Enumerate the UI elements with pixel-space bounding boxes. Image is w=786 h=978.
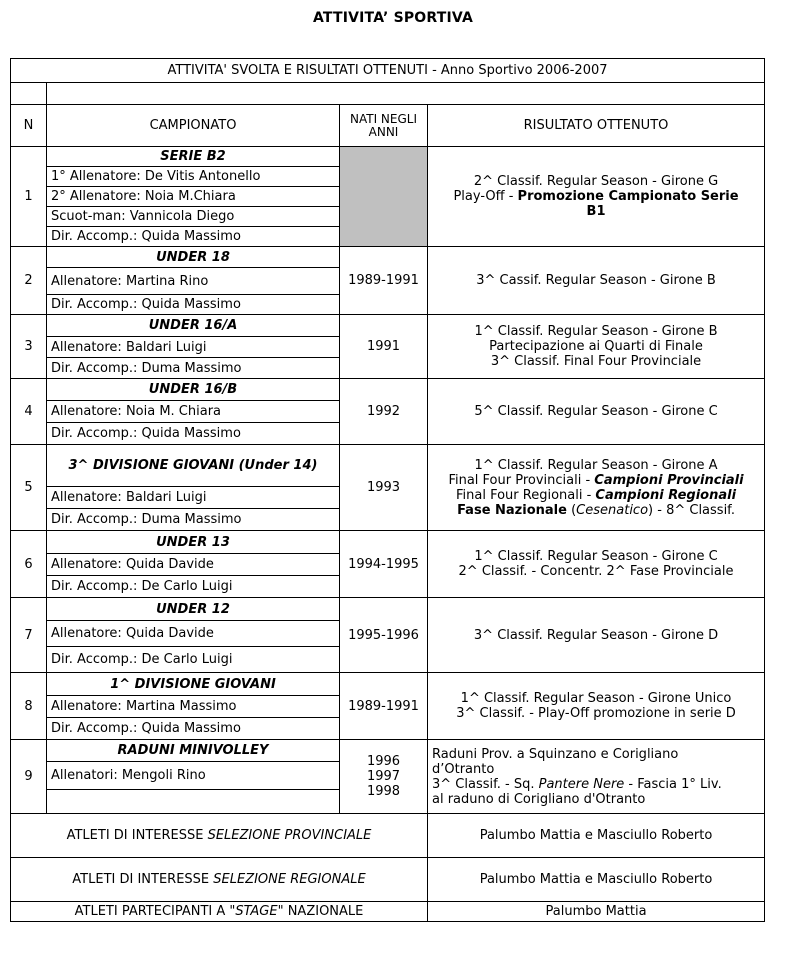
result-text: 1^ Classif. Regular Season - Girone A [474,457,718,473]
page-title: ATTIVITA’ SPORTIVA [312,10,474,26]
result-text: 3^ Classif. Final Four Provinciale [490,354,702,369]
table-row [11,673,765,696]
result-line [432,174,760,189]
result-text: 3^ Classif. - Play-Off promozione in serie D [456,706,736,721]
result-line [432,204,760,219]
result-cell [428,445,765,531]
staff-entry: Dir. Accomp.: Duma Massimo [47,358,340,379]
result-italic: Pantere Nere [538,776,625,792]
year-value: 1993 [366,480,401,495]
table-row [11,247,765,268]
footer-label [11,858,428,902]
result-text: 3^ Classif. Regular Season - Girone D [473,627,719,643]
spacer-cell [11,83,47,105]
table-row [11,445,765,487]
staff-entry: Dir. Accomp.: De Carlo Luigi [47,576,340,598]
header-row [11,105,765,147]
birth-years [340,740,428,814]
footer-label [11,902,428,922]
table-row [11,315,765,337]
staff-entry: Dir. Accomp.: Quida Massimo [47,423,340,445]
category-name: UNDER 18 [47,247,340,268]
footer-label-italic: STAGE [235,904,278,919]
year-value: 1994-1995 [348,556,419,572]
result-cell [428,598,765,673]
category-name: 1^ DIVISIONE GIOVANI [47,673,340,696]
footer-label-pre: ATLETI DI INTERESSE [66,828,208,843]
row-number: 1 [11,147,47,247]
result-line [432,564,760,579]
result-bold: Fase Nazionale [457,502,567,518]
birth-years [340,598,428,673]
category-name: UNDER 16/A [47,315,340,337]
spacer-cell [47,83,765,105]
result-line [432,777,760,792]
staff-entry: Dir. Accomp.: Quida Massimo [47,718,340,740]
year-value: 1998 [366,784,401,799]
result-text: 1^ Classif. Regular Season - Girone Unico [460,691,732,706]
result-line [432,691,760,706]
result-line [432,324,760,339]
result-text: Partecipazione ai Quarti di Finale [489,339,703,354]
header-risultato: RISULTATO OTTENUTO [428,105,765,147]
staff-entry: Allenatore: Baldari Luigi [47,487,340,509]
year-value: 1989-1991 [348,273,419,288]
row-number: 3 [11,315,47,379]
result-text: 1^ Classif. Regular Season - Girone C [474,549,718,564]
result-cell [428,147,765,247]
result-cell [428,247,765,315]
row-number: 2 [11,247,47,315]
result-line [432,762,760,777]
row-number: 9 [11,740,47,814]
staff-entry: Allenatore: Quida Davide [47,621,340,647]
result-line [432,628,760,643]
category-name: UNDER 12 [47,598,340,621]
footer-label-pre: ATLETI PARTECIPANTI A " [74,904,236,919]
result-italic: Cesenatico [576,502,649,518]
footer-row [11,814,765,858]
result-cell [428,673,765,740]
header-nati-line1: NATI NEGLI [349,111,418,126]
category-name: UNDER 16/B [47,379,340,401]
staff-entry: Allenatori: Mengoli Rino [47,762,340,790]
result-line [432,473,760,488]
subtitle-row [11,59,765,83]
header-nati [340,105,428,147]
footer-label-italic: SELEZIONE REGIONALE [213,872,366,887]
result-line [432,706,760,721]
result-text: 3^ Classif. - Sq. [432,776,539,792]
category-name: UNDER 13 [47,531,340,554]
result-text: 5^ Classif. Regular Season - Girone C [474,404,718,419]
year-value: 1991 [366,339,401,354]
header-nati-line2: ANNI [368,124,399,139]
result-text: - Fascia 1° Liv. [624,776,722,792]
result-cell [428,315,765,379]
birth-years [340,673,428,740]
footer-label [11,814,428,858]
table-subtitle: ATTIVITA' SVOLTA E RISULTATI OTTENUTI - Anno Sportivo 2006-2007 [11,59,765,83]
header-campionato: CAMPIONATO [47,105,340,147]
header-n: N [11,105,47,147]
staff-entry: Allenatore: Martina Rino [47,268,340,295]
result-bold-italic: Campioni Provinciali [594,472,744,488]
footer-label-pre: ATLETI DI INTERESSE [72,872,214,887]
footer-row [11,902,765,922]
result-text: d’Otranto [432,761,495,777]
footer-label-post: " NAZIONALE [277,904,364,919]
table-row [11,147,765,167]
row-number: 6 [11,531,47,598]
staff-entry: Allenatore: Quida Davide [47,554,340,576]
result-text: 2^ Classif. - Concentr. 2^ Fase Provinciale [458,564,734,579]
birth-years [340,315,428,379]
birth-years [340,147,428,247]
birth-years [340,445,428,531]
year-value: 1997 [366,769,401,784]
staff-entry: 1° Allenatore: De Vitis Antonello [47,167,340,187]
year-value: 1989-1991 [348,698,419,714]
table-row [11,379,765,401]
result-cell [428,740,765,814]
result-line [432,339,760,354]
result-line [432,354,760,369]
result-line [432,273,760,288]
result-cell [428,379,765,445]
staff-entry [47,790,340,814]
result-cell [428,531,765,598]
spacer-row [11,83,765,105]
footer-value: Palumbo Mattia [428,902,765,922]
footer-row [11,858,765,902]
result-line [432,549,760,564]
staff-entry: 2° Allenatore: Noia M.Chiara [47,187,340,207]
result-line [432,747,760,762]
result-text: ) - 8^ Classif. [648,502,735,518]
row-number: 7 [11,598,47,673]
staff-entry: Dir. Accomp.: Duma Massimo [47,509,340,531]
result-text: Raduni Prov. a Squinzano e Corigliano [432,746,679,762]
staff-entry: Dir. Accomp.: Quida Massimo [47,227,340,247]
category-name: SERIE B2 [47,147,340,167]
staff-entry: Allenatore: Noia M. Chiara [47,401,340,423]
result-text: Final Four Provinciali - [448,472,595,488]
birth-years [340,247,428,315]
result-bold-italic: Campioni Regionali [595,487,737,503]
result-text: Play-Off - [453,189,518,204]
result-line [432,503,760,518]
result-line [432,792,760,807]
row-number: 4 [11,379,47,445]
staff-entry: Scuot-man: Vannicola Diego [47,207,340,227]
birth-years [340,531,428,598]
staff-entry: Allenatore: Martina Massimo [47,696,340,718]
footer-value: Palumbo Mattia e Masciullo Roberto [428,814,765,858]
birth-years [340,379,428,445]
result-text: 2^ Classif. Regular Season - Girone G [473,174,719,189]
staff-entry: Dir. Accomp.: De Carlo Luigi [47,647,340,673]
result-text: al raduno di Corigliano d'Otranto [432,791,646,807]
table-row [11,531,765,554]
row-number: 8 [11,673,47,740]
footer-value: Palumbo Mattia e Masciullo Roberto [428,858,765,902]
footer-label-italic: SELEZIONE PROVINCIALE [207,828,372,843]
result-line [432,488,760,503]
year-value: 1992 [366,404,401,419]
result-bold: Promozione Campionato Serie [517,189,739,204]
result-line [432,458,760,473]
year-value: 1996 [366,754,401,769]
result-text: ( [566,502,577,518]
category-name: 3^ DIVISIONE GIOVANI (Under 14) [47,445,340,487]
activity-table [10,58,765,922]
staff-entry: Dir. Accomp.: Quida Massimo [47,295,340,315]
result-text: Final Four Regionali - [455,487,596,503]
category-name: RADUNI MINIVOLLEY [47,740,340,762]
staff-entry: Allenatore: Baldari Luigi [47,337,340,358]
row-number: 5 [11,445,47,531]
result-text: 3^ Cassif. Regular Season - Girone B [476,273,716,288]
result-line [432,189,760,204]
result-line [432,404,760,419]
result-text: 1^ Classif. Regular Season - Girone B [474,324,718,339]
table-row [11,740,765,762]
table-row [11,598,765,621]
year-value: 1995-1996 [348,627,419,643]
result-bold: B1 [586,204,606,219]
